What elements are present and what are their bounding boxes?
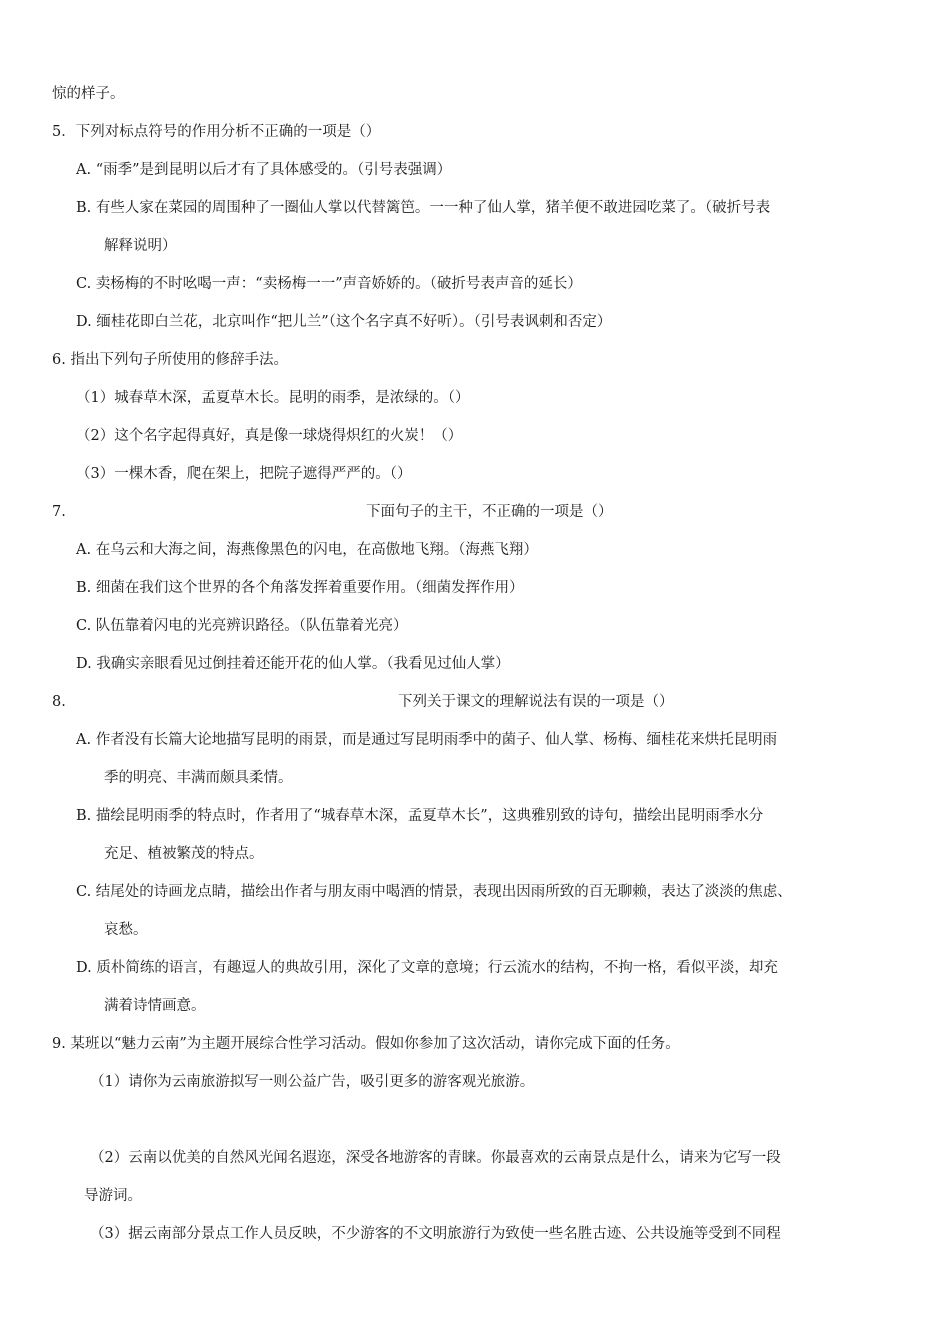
text-line: 满着诗情画意。 — [104, 998, 206, 1014]
text-line: 惊的样子。 — [52, 86, 125, 102]
option-c: C. 队伍靠着闪电的光亮辨识路径。（队伍靠着光亮） — [76, 618, 408, 634]
option-c: C. 结尾处的诗画龙点睛，描绘出作者与朋友雨中喝酒的情景，表现出因雨所致的百无聊赖，表达了淡淡的焦虑、 — [76, 884, 792, 900]
text-line: 导游词。 — [84, 1188, 142, 1204]
option-d: D. 质朴简练的语言，有趣逗人的典故引用，深化了文章的意境；行云流水的结构，不拘一格，看似平淡，却充 — [76, 960, 778, 976]
option-b: B. 有些人家在菜园的周围种了一圈仙人掌以代替篱笆。一一种了仙人掌，猪羊便不敢进园吃菜了。（破折号表 — [76, 200, 771, 216]
question-7-number: 7. — [52, 504, 66, 520]
question-5-stem: 5．下列对标点符号的作用分析不正确的一项是（） — [52, 124, 381, 140]
option-d: D. 我确实亲眼看见过倒挂着还能开花的仙人掌。（我看见过仙人掌） — [76, 656, 510, 672]
question-7-stem: 下面句子的主干，不正确的一项是（） — [366, 504, 613, 520]
option-b: B. 描绘昆明雨季的特点时，作者用了“城春草木深，孟夏草木长”，这典雅别致的诗句，描绘出昆明雨季水分 — [76, 808, 764, 824]
text-line: 哀愁。 — [104, 922, 148, 938]
sub-item-3: （3）一棵木香，爬在架上，把院子遮得严严的。（） — [76, 466, 412, 482]
text-line: 季的明亮、丰满而颇具柔情。 — [104, 770, 293, 786]
option-a: A. “雨季”是到昆明以后才有了具体感受的。（引号表强调） — [76, 162, 452, 178]
text-line: 充足、植被繁茂的特点。 — [104, 846, 264, 862]
option-a: A. 作者没有长篇大论地描写昆明的雨景，而是通过写昆明雨季中的菌子、仙人掌、杨梅、缅桂花来烘托昆明雨 — [76, 732, 778, 748]
option-b: B. 细菌在我们这个世界的各个角落发挥着重要作用。（细菌发挥作用） — [76, 580, 524, 596]
question-8-number: 8. — [52, 694, 66, 710]
sub-item-2: （2）云南以优美的自然风光闻名遐迩，深受各地游客的青睐。你最喜欢的云南景点是什么，请来为它写一段 — [90, 1150, 781, 1166]
option-d: D. 缅桂花即白兰花，北京叫作“把儿兰”（这个名字真不好听）。（引号表讽刺和否定） — [76, 314, 612, 330]
question-6-stem: 6. 指出下列句子所使用的修辞手法。 — [52, 352, 288, 368]
option-c: C. 卖杨梅的不时吆喝一声：“卖杨梅一一”声音娇娇的。（破折号表声音的延长） — [76, 276, 582, 292]
question-8-stem: 下列关于课文的理解说法有误的一项是（） — [398, 694, 674, 710]
sub-item-1: （1）请你为云南旅游拟写一则公益广告，吸引更多的游客观光旅游。 — [90, 1074, 535, 1090]
sub-item-2: （2）这个名字起得真好，真是像一球烧得炽红的火炭！（） — [76, 428, 463, 444]
question-9-stem: 9. 某班以“魅力云南”为主题开展综合性学习活动。假如你参加了这次活动，请你完成下面的任务。 — [52, 1036, 680, 1052]
sub-item-1: （1）城春草木深，孟夏草木长。昆明的雨季，是浓绿的。（） — [76, 390, 470, 406]
text-line: 解释说明） — [104, 238, 177, 254]
option-a: A. 在乌云和大海之间，海燕像黑色的闪电，在高傲地飞翔。（海燕飞翔） — [76, 542, 538, 558]
sub-item-3: （3）据云南部分景点工作人员反映，不少游客的不文明旅游行为致使一些名胜古迹、公共设施等受到不同程 — [90, 1226, 781, 1242]
